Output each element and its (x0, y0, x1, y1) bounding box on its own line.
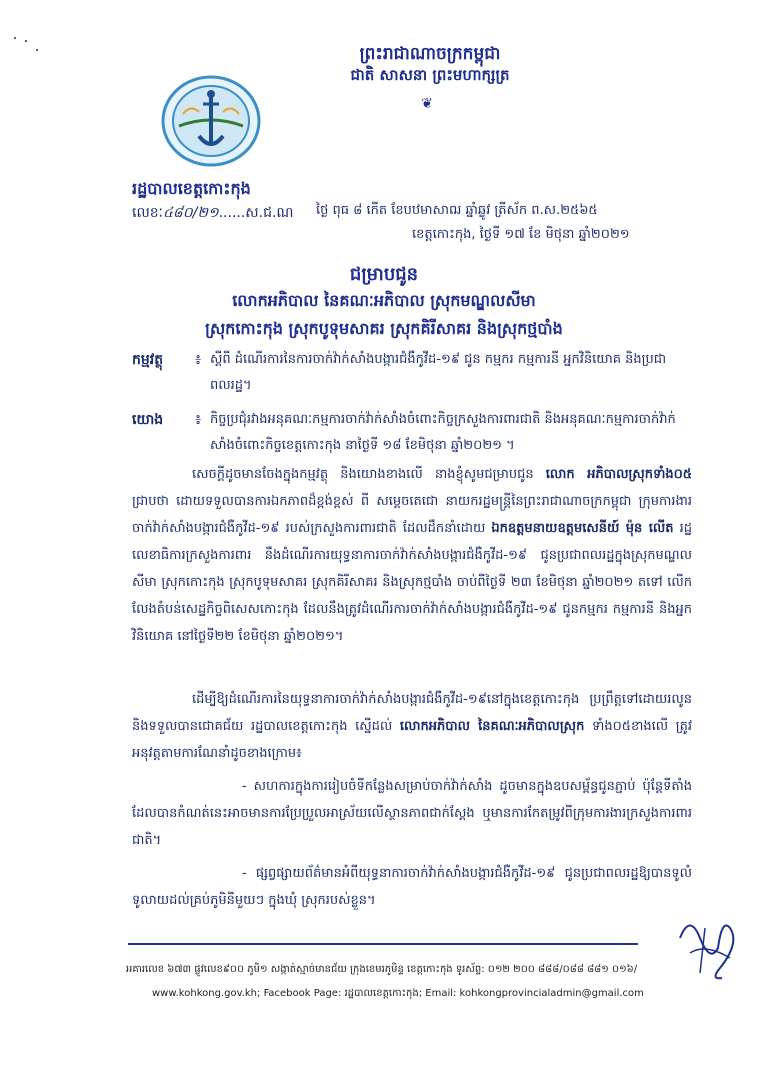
lunar-date: ថ្ងៃ ពុធ ៨ កើត ខែបឋមាសាឍ ឆ្នាំឆ្លូវ ត្រីស័ក ព.ស.២៥៦៥ (316, 203, 598, 218)
document-title: ជម្រាបជូន (349, 264, 419, 285)
subject-label: កម្មវត្ថុ (132, 352, 164, 368)
footer-address: អគារលេខ ៦៧៣ ផ្លូវលេខ៩០០ ភូមិ១ សង្កាត់ស្មាច់មានជ័យ ក្រុងខេមរភូមិន្ទ ខេត្តកោះកុង ទូរស័ព្ទ: ០១២ ២០០ ៨៨៨/០៨៨ ៨៨១ ០១៦/ (126, 964, 638, 975)
body-paragraph-1 (132, 461, 692, 650)
ref-prefix: លេខៈ (132, 205, 163, 221)
p2-part-a: ដើម្បីឱ្យដំណើរការនៃយុទ្ធនាការចាក់វ៉ាក់សាំងបង្ការជំងឺកូវីដ-១៩នៅក្នុងខេត្តកោះកុង ប្រព្រឹត្តទៅដោយរលូន និងទទួលបានជោគជ័យ រដ្ឋបាលខេត្តកោះកុង ស្នើដល់ (132, 692, 692, 734)
reference-text: កិច្ចប្រជុំរវាងអនុគណៈកម្មការចាក់វ៉ាក់សាំងចំពោះកិច្ចក្រសួងការពារជាតិ និងអនុគណៈកម្មការចាក់វ៉ាក់សាំងចំពោះកិច្ចខេត្តកោះកុង នាថ្ងៃទី ១៨ ខែមិថុនា ឆ្នាំ២០២១ ។ (210, 412, 676, 453)
addressee-line1: លោកអភិបាល នៃគណៈអភិបាល ស្រុកមណ្ឌលសីមា (232, 291, 536, 310)
ref-number: ៤៨០/២១ (162, 205, 219, 221)
header-ornament-icon: ❦ (421, 96, 435, 112)
instruction-item-1-text: - សហការក្នុងការរៀបចំទីកន្លែងសម្រាប់ចាក់វ៉ាក់សាំង ដូចមានក្នុងឧបសម្ព័ន្ធជូនភ្ជាប់ ប៉ុន្តែទីតាំងដែលបានកំណត់នេះអាចមានការប្រែប្រួលអាស្រ័យលើស្ថានភាពជាក់ស្តែង ឬមានការកែតម្រូវពីក្រុមការងារក្រសួងការពារជាតិ។ (132, 779, 692, 848)
kingdom-title: ព្រះរាជាណាចក្រកម្ពុជា (359, 44, 501, 64)
instruction-item-2 (132, 860, 692, 914)
p1-bold-addressee: លោក អភិបាលស្រុកទាំង០៥ (545, 467, 692, 482)
footer-divider (128, 943, 638, 945)
provincial-seal-icon (161, 74, 261, 168)
p2-bold-addressee: លោកអភិបាល នៃគណៈអភិបាលស្រុក (399, 719, 585, 734)
p1-part-a: សេចក្តីដូចមានចែងក្នុងកម្មវត្ថុ និងយោងខាងលើ នាងខ្ញុំសូមជម្រាបជូន (192, 467, 546, 482)
addressee-line2: ស្រុកកោះកុង ស្រុកបូទុមសាគរ ស្រុកគិរីសាគរ និងស្រុកថ្មបាំង (205, 319, 563, 338)
reference-colon: ៖ (195, 412, 202, 428)
body-paragraph-2 (132, 686, 692, 767)
p2-part-b: ទាំង០៥ខាងលើ ត្រូវអនុវត្តតាមការណែនាំដូចខាងក្រោម៖ (132, 719, 693, 761)
p1-bold-official: ឯកឧត្តមនាយឧត្តមសេនីយ៍ ម៉ុន លើត (491, 521, 674, 536)
p1-part-b: ជ្រាបថា ដោយទទួលបានការឯកភាពដ៏ខ្ពង់ខ្ពស់ ពី សម្តេចតេជោ នាយករដ្ឋមន្ត្រីនៃព្រះរាជាណាចក្រកម្ពុជា ក្រុមការងារចាក់វ៉ាក់សាំងបង្ការជំងឺកូវីដ-១៩ របស់ក្រសួងការពារជាតិ ដែលដឹកនាំដោយ (132, 494, 692, 536)
subject-colon: ៖ (195, 352, 202, 368)
subject-text: ស្តីពី ដំណើរការនៃការចាក់វ៉ាក់សាំងបង្ការជំងឺកូវីដ-១៩ ជូន កម្មករ កម្មការនី អ្នកវិនិយោគ និងប្រជាពលរដ្ឋ។ (210, 352, 667, 393)
instruction-item-1 (132, 773, 692, 854)
solar-date: ខេត្តកោះកុង, ថ្ងៃទី ១៧ ខែ មិថុនា ឆ្នាំ២០២១ (412, 227, 630, 242)
p1-part-c: រដ្ឋលេខាធិការក្រសួងការពារ នឹងដំណើរការយុទ្ធនាការចាក់វ៉ាក់សាំងបង្ការជំងឺកូវីដ-១៩ ជូនប្រជាពលរដ្ឋក្នុងស្រុកមណ្ឌលសីមា ស្រុកកោះកុង ស្រុកបូទុមសាគរ ស្រុកគិរីសាគរ និងស្រុកថ្មបាំង ចាប់ពីថ្ងៃទី ២៣ ខែមិថុនា ឆ្នាំ២០២១ តទៅ លើកលែងតំបន់សេដ្ឋកិច្ចពិសេសកោះកុង ដែលនឹងត្រូវដំណើរការចាក់វ៉ាក់សាំងបង្ការជំងឺកូវីដ-១៩ ជូនកម្មករ កម្មការនី និងអ្នកវិនិយោគ នៅថ្ងៃទី២២ ខែមិថុនា ឆ្នាំ២០២១។ (132, 521, 693, 644)
reference-label: យោង (132, 412, 164, 428)
instruction-item-2-text: - ផ្សព្វផ្សាយព័ត៌មានអំពីយុទ្ធនាការចាក់វ៉ាក់សាំងបង្ការជំងឺកូវីដ-១៩ ជូនប្រជាពលរដ្ឋឱ្យបានទូលំទូលាយដល់គ្រប់ភូមិនីមួយៗ ក្នុងឃុំ ស្រុករបស់ខ្លួន។ (132, 866, 692, 908)
national-motto: ជាតិ សាសនា ព្រះមហាក្សត្រ (350, 66, 510, 84)
scan-speckles (12, 18, 52, 58)
sender-office: រដ្ឋបាលខេត្តកោះកុង (132, 179, 251, 198)
ref-suffix: ស.ជ.ណ (245, 205, 294, 221)
reference-number: លេខៈ៤៨០/២១......ស.ជ.ណ (132, 205, 294, 221)
footer-contacts: www.kohkong.gov.kh; Facebook Page: រដ្ឋបាលខេត្តកោះកុង; Email: kohkongprovincialadmin@gmail.com (152, 988, 644, 999)
